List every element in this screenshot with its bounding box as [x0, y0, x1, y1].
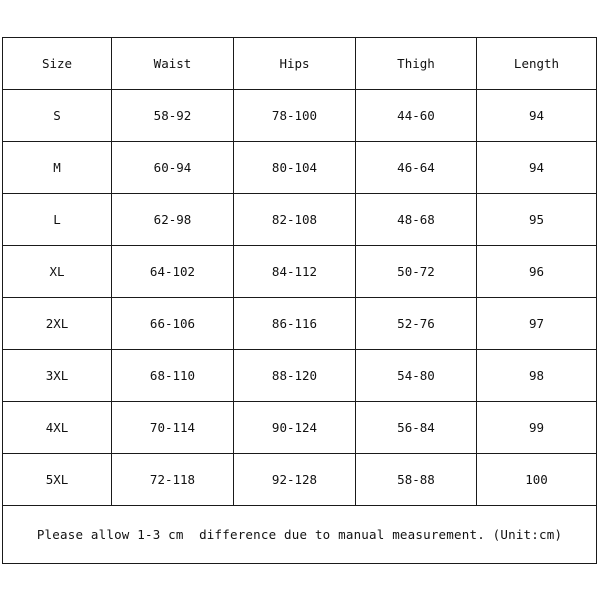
cell-thigh: 44-60 [356, 90, 477, 142]
cell-thigh: 50-72 [356, 246, 477, 298]
cell-thigh: 46-64 [356, 142, 477, 194]
cell-waist: 58-92 [112, 90, 234, 142]
cell-length: 99 [477, 402, 597, 454]
cell-size: XL [3, 246, 112, 298]
cell-hips: 84-112 [234, 246, 356, 298]
cell-waist: 60-94 [112, 142, 234, 194]
cell-thigh: 48-68 [356, 194, 477, 246]
cell-length: 98 [477, 350, 597, 402]
table-row [3, 194, 597, 246]
header-thigh: Thigh [356, 38, 477, 90]
table-row [3, 90, 597, 142]
cell-size: 5XL [3, 454, 112, 506]
cell-thigh: 54-80 [356, 350, 477, 402]
cell-size: M [3, 142, 112, 194]
cell-thigh: 58-88 [356, 454, 477, 506]
measurement-note: Please allow 1-3 cm difference due to manual measurement. (Unit:cm) [3, 506, 597, 564]
header-length: Length [477, 38, 597, 90]
cell-length: 94 [477, 90, 597, 142]
size-chart-table [2, 37, 597, 564]
cell-thigh: 52-76 [356, 298, 477, 350]
table-row [3, 298, 597, 350]
cell-waist: 62-98 [112, 194, 234, 246]
cell-waist: 70-114 [112, 402, 234, 454]
cell-hips: 92-128 [234, 454, 356, 506]
cell-length: 97 [477, 298, 597, 350]
cell-waist: 64-102 [112, 246, 234, 298]
note-row [3, 506, 597, 564]
header-hips: Hips [234, 38, 356, 90]
header-row [3, 38, 597, 90]
cell-length: 95 [477, 194, 597, 246]
header-waist: Waist [112, 38, 234, 90]
cell-size: 4XL [3, 402, 112, 454]
table-row [3, 454, 597, 506]
cell-hips: 86-116 [234, 298, 356, 350]
cell-length: 94 [477, 142, 597, 194]
cell-size: L [3, 194, 112, 246]
cell-waist: 68-110 [112, 350, 234, 402]
cell-hips: 80-104 [234, 142, 356, 194]
cell-size: S [3, 90, 112, 142]
cell-waist: 72-118 [112, 454, 234, 506]
table-row [3, 246, 597, 298]
cell-hips: 88-120 [234, 350, 356, 402]
header-size: Size [3, 38, 112, 90]
table-row [3, 350, 597, 402]
cell-hips: 90-124 [234, 402, 356, 454]
cell-thigh: 56-84 [356, 402, 477, 454]
table-row [3, 402, 597, 454]
cell-length: 96 [477, 246, 597, 298]
cell-waist: 66-106 [112, 298, 234, 350]
cell-length: 100 [477, 454, 597, 506]
table-row [3, 142, 597, 194]
size-chart-sheet [2, 37, 596, 563]
cell-hips: 82-108 [234, 194, 356, 246]
cell-size: 3XL [3, 350, 112, 402]
cell-hips: 78-100 [234, 90, 356, 142]
cell-size: 2XL [3, 298, 112, 350]
